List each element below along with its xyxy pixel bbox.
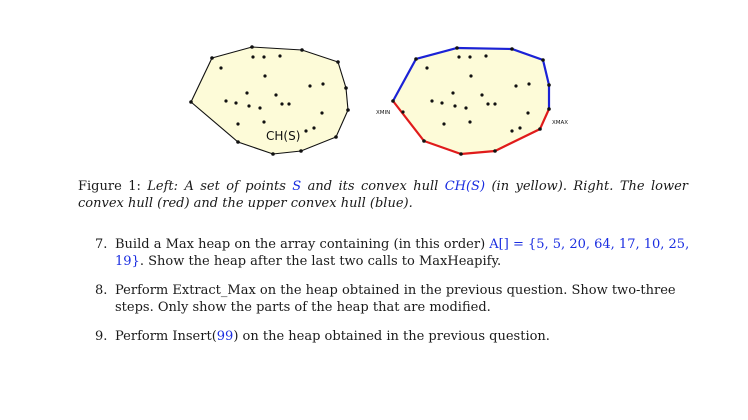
question-text: Build a Max heap on the array containing (in this order) A[] = {5, 5, 20, 64, 17, 10, 25, 19}. Show the heap after the last two calls to MaxHeapify.	[115, 237, 690, 269]
caption-text-4: The lower convex hull (red) and the upper convex hull (blue).	[78, 179, 689, 211]
right-hull-fill	[393, 48, 549, 154]
figure-caption	[78, 178, 688, 212]
question-list	[95, 236, 695, 357]
insert-value: 99	[216, 329, 234, 344]
question-7	[95, 236, 695, 270]
caption-text-2: and its convex hull	[301, 179, 445, 194]
question-9	[95, 328, 695, 345]
caption-right: Right.	[573, 179, 620, 194]
xmax-label: XMAX	[552, 120, 569, 126]
question-number: 8.	[95, 283, 108, 298]
caption-text-3: (in yellow).	[485, 179, 574, 194]
array-literal: A[] = {5, 5, 20, 64, 17, 10, 25, 19}	[115, 237, 690, 269]
xmin-label: XMIN	[376, 110, 391, 116]
caption-left: Left:	[147, 179, 185, 194]
question-8	[95, 282, 695, 316]
convex-hull-figure	[0, 0, 748, 165]
left-hull-label: CH(S)	[266, 129, 301, 143]
question-text: Perform Insert(99) on the heap obtained in the previous question.	[115, 329, 550, 344]
caption-text-1: A set of points	[184, 179, 293, 194]
caption-set-s: S	[292, 179, 302, 194]
question-number: 7.	[95, 237, 108, 252]
caption-chs: CH(S)	[444, 179, 486, 194]
question-number: 9.	[95, 329, 108, 344]
question-text: Perform Extract_Max on the heap obtained in the previous question. Show two-three steps. Only show the parts of the heap that are modified.	[115, 283, 676, 315]
caption-prefix: Figure 1:	[78, 179, 148, 194]
